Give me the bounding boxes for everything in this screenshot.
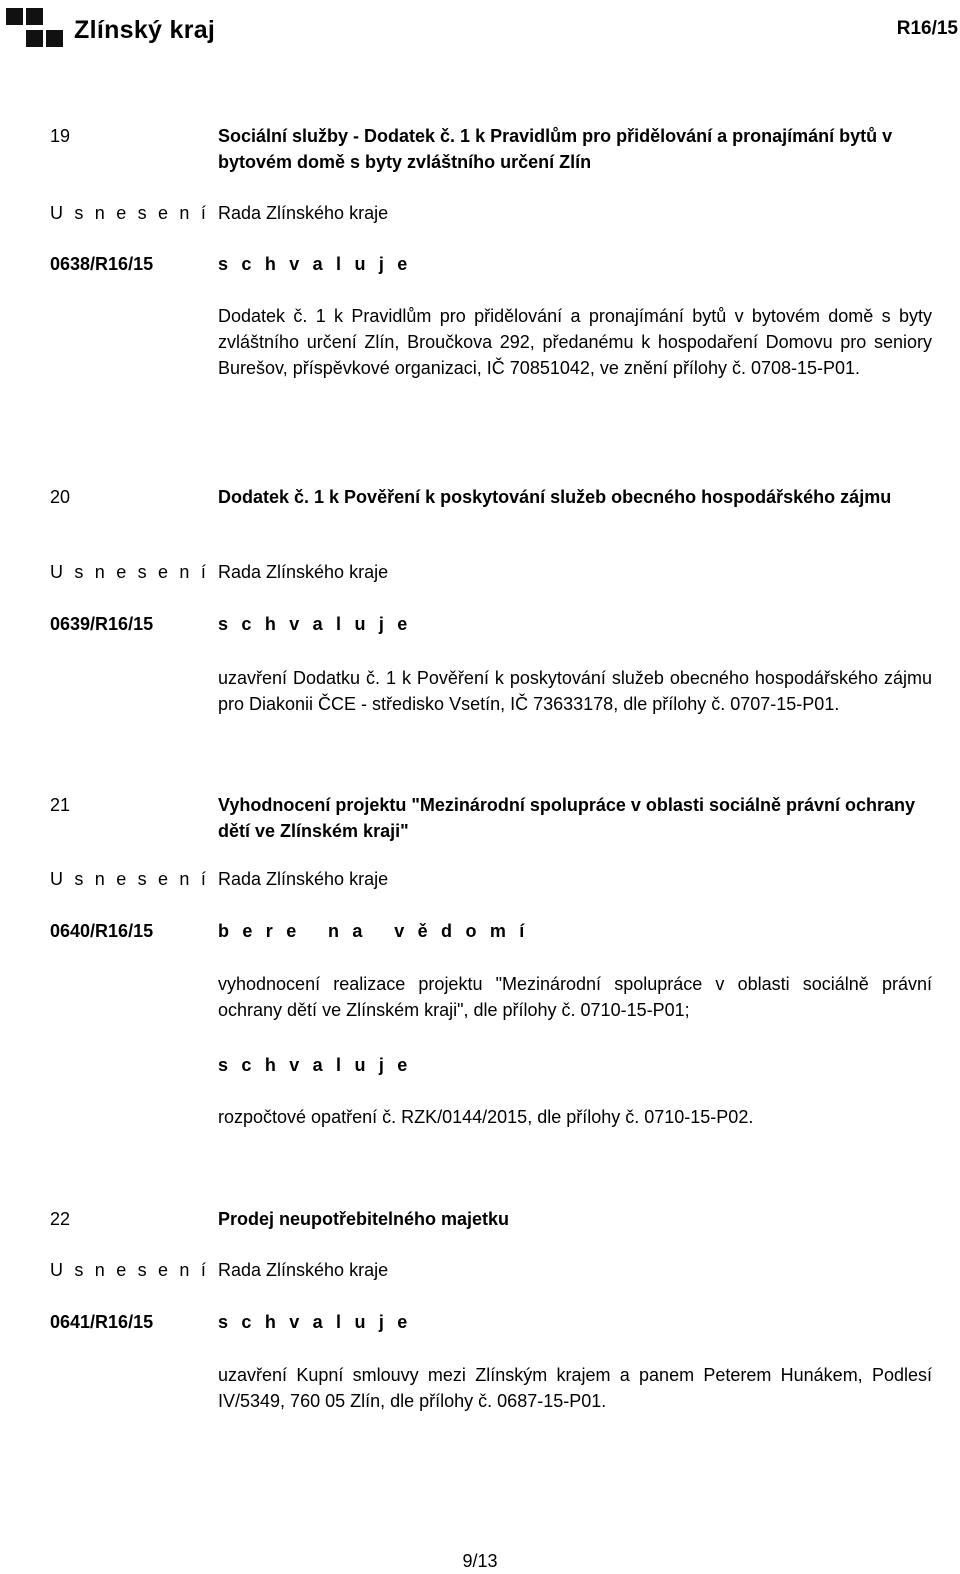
page-number: 9/13 [462, 1551, 498, 1571]
resolution-label: U s n e s e n í [50, 869, 210, 889]
council-name: Rada Zlínského kraje [218, 562, 389, 582]
item-title: Dodatek č. 1 k Pověření k poskytování služeb obecného hospodářského zájmu [218, 487, 892, 507]
resolution-code: 0639/R16/15 [50, 614, 154, 634]
resolution-verb: s c h v a l u j e [218, 614, 412, 634]
resolution-label: U s n e s e n í [50, 562, 210, 582]
item-number: 20 [50, 487, 71, 507]
resolution-verb: s c h v a l u j e [218, 254, 412, 274]
item-number: 21 [50, 795, 71, 815]
logo-text: Zlínský kraj [74, 16, 216, 44]
item-number: 22 [50, 1209, 71, 1229]
resolution-code: 0638/R16/15 [50, 254, 154, 274]
resolution-verb-second: s c h v a l u j e [218, 1055, 412, 1075]
resolution-text: uzavření Kupní smlouvy mezi Zlínským krajem a panem Peterem Hunákem, Podlesí IV/5349, 760 05 Zlín, dle přílohy č. 0687-15-P01. [218, 1365, 932, 1411]
document-reference: R16/15 [896, 18, 958, 39]
resolution-code: 0640/R16/15 [50, 921, 154, 941]
council-name: Rada Zlínského kraje [218, 203, 389, 223]
item-title: Sociální služby - Dodatek č. 1 k Pravidlům pro přidělování a pronajímání bytů v bytovém domě s byty zvláštního určení Zlín [218, 126, 893, 172]
logo [6, 6, 215, 54]
logo-squares-icon [6, 8, 70, 52]
resolution-text: Dodatek č. 1 k Pravidlům pro přidělování a pronajímání bytů v bytovém domě s byty zvláštního určení Zlín, Broučkova 292, předanému k hospodaření Domovu pro seniory Burešov, příspěvkové organizaci, IČ 70851042, ve znění přílohy č. 0708-15-P01. [218, 306, 932, 378]
resolution-verb: s c h v a l u j e [218, 1312, 412, 1332]
item-title: Prodej neupotřebitelného majetku [218, 1209, 510, 1229]
resolution-label: U s n e s e n í [50, 1260, 210, 1280]
resolution-label: U s n e s e n í [50, 203, 210, 223]
resolution-text: vyhodnocení realizace projektu "Mezinárodní spolupráce v oblasti sociálně právní ochrany dětí ve Zlínském kraji", dle přílohy č. 0710-15-P01; [218, 974, 932, 1020]
resolution-code: 0641/R16/15 [50, 1312, 154, 1332]
council-name: Rada Zlínského kraje [218, 1260, 389, 1280]
item-title: Vyhodnocení projektu "Mezinárodní spolupráce v oblasti sociálně právní ochrany dětí ve Zlínském kraji" [218, 795, 916, 841]
resolution-text-second: rozpočtové opatření č. RZK/0144/2015, dle přílohy č. 0710-15-P02. [218, 1107, 754, 1127]
item-number: 19 [50, 126, 71, 146]
resolution-verb: b e r e n a v ě d o m í [218, 921, 529, 941]
council-name: Rada Zlínského kraje [218, 869, 389, 889]
resolution-text: uzavření Dodatku č. 1 k Pověření k poskytování služeb obecného hospodářského zájmu pro Diakonii ČCE - středisko Vsetín, IČ 73633178, dle přílohy č. 0707-15-P01. [218, 668, 932, 714]
